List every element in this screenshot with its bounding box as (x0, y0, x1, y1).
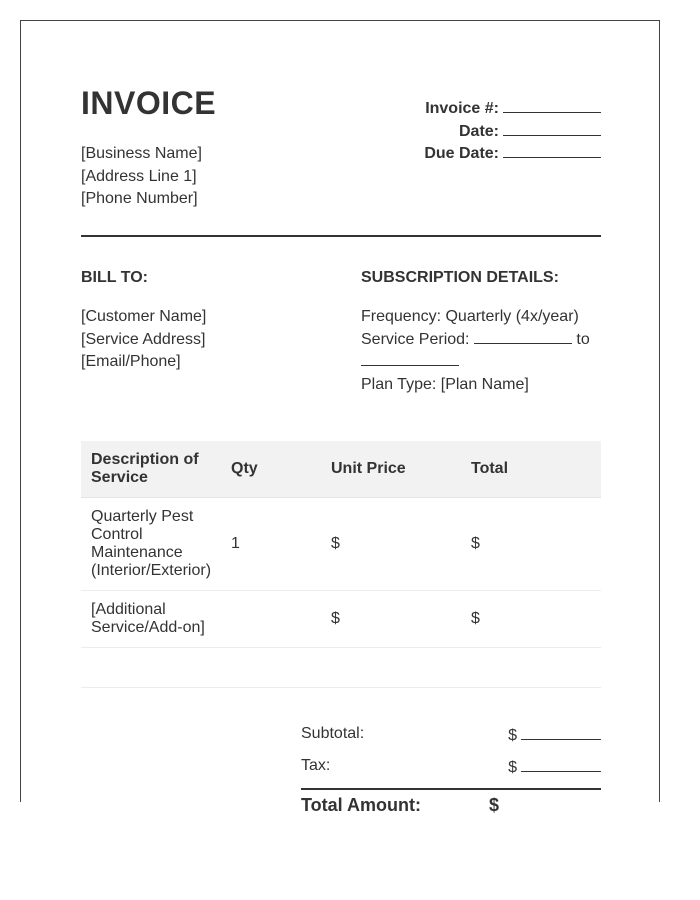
row-qty: 1 (221, 498, 321, 591)
table-row (81, 591, 601, 648)
bill-to-block (81, 306, 206, 374)
table-header-row (81, 441, 601, 498)
row-total: $ (461, 498, 601, 591)
invoice-number-label: Invoice #: (425, 100, 499, 117)
invoice-meta (341, 98, 601, 166)
customer-name: [Customer Name] (81, 308, 207, 325)
customer-contact: [Email/Phone] (81, 353, 181, 370)
empty-cell (81, 648, 221, 688)
subtotal-value (508, 725, 601, 745)
plan-type-line: Plan Type: [Plan Name] (361, 375, 529, 393)
row-unit-price: $ (321, 498, 461, 591)
tax-row (301, 753, 601, 785)
service-address: [Service Address] (81, 330, 206, 348)
empty-cell (221, 648, 321, 688)
table-row-empty (81, 648, 601, 688)
header-divider (81, 235, 601, 237)
total-amount-label: Total Amount: (301, 795, 421, 815)
totals-divider (301, 788, 601, 790)
due-date-row (341, 143, 601, 166)
subtotal-row (301, 721, 601, 753)
row-description: [Additional Service/Add-on] (81, 591, 221, 648)
totals-block (301, 721, 601, 815)
business-name: [Business Name] (81, 145, 202, 162)
empty-cell (461, 648, 601, 688)
invoice-title: INVOICE (81, 85, 217, 121)
business-info (81, 143, 202, 211)
subscription-block (361, 306, 601, 396)
header-total: Total (461, 441, 601, 498)
subtotal-currency: $ (508, 727, 517, 744)
date-blank (503, 121, 601, 136)
header-qty: Qty (221, 441, 321, 498)
invoice-page (20, 20, 660, 815)
row-total: $ (461, 591, 601, 648)
invoice-number-blank (503, 98, 601, 113)
date-label: Date: (458, 122, 499, 140)
header-unit-price: Unit Price (321, 441, 461, 498)
row-qty (221, 591, 321, 648)
frequency-line: Frequency: Quarterly (4x/year) (361, 308, 579, 325)
service-period-end-blank (361, 351, 459, 366)
business-phone: [Phone Number] (81, 190, 198, 207)
row-unit-price: $ (321, 591, 461, 648)
date-row (341, 121, 601, 144)
due-date-label: Due Date: (424, 145, 499, 162)
total-amount-row (301, 795, 601, 817)
total-amount-currency: $ (489, 795, 500, 815)
tax-blank (521, 757, 601, 772)
service-period-start-blank (474, 329, 572, 344)
empty-cell (321, 648, 461, 688)
row-description: Quarterly Pest Control Maintenance (Interior/Exterior) (81, 498, 221, 591)
invoice-number-row (341, 98, 601, 121)
subtotal-label: Subtotal: (301, 725, 365, 742)
subtotal-blank (521, 725, 601, 740)
bill-to-heading: BILL TO: (81, 269, 148, 286)
service-period-line (361, 329, 601, 374)
subscription-heading: SUBSCRIPTION DETAILS: (361, 269, 559, 286)
line-items-table (81, 441, 601, 688)
due-date-blank (503, 143, 601, 158)
table-row (81, 498, 601, 591)
service-period-label: Service Period: (361, 330, 470, 348)
tax-value (508, 757, 601, 777)
tax-label: Tax: (301, 757, 331, 774)
tax-currency: $ (508, 759, 517, 776)
business-address: [Address Line 1] (81, 167, 197, 185)
header-description: Description of Service (81, 441, 221, 498)
service-period-to: to (576, 330, 590, 348)
